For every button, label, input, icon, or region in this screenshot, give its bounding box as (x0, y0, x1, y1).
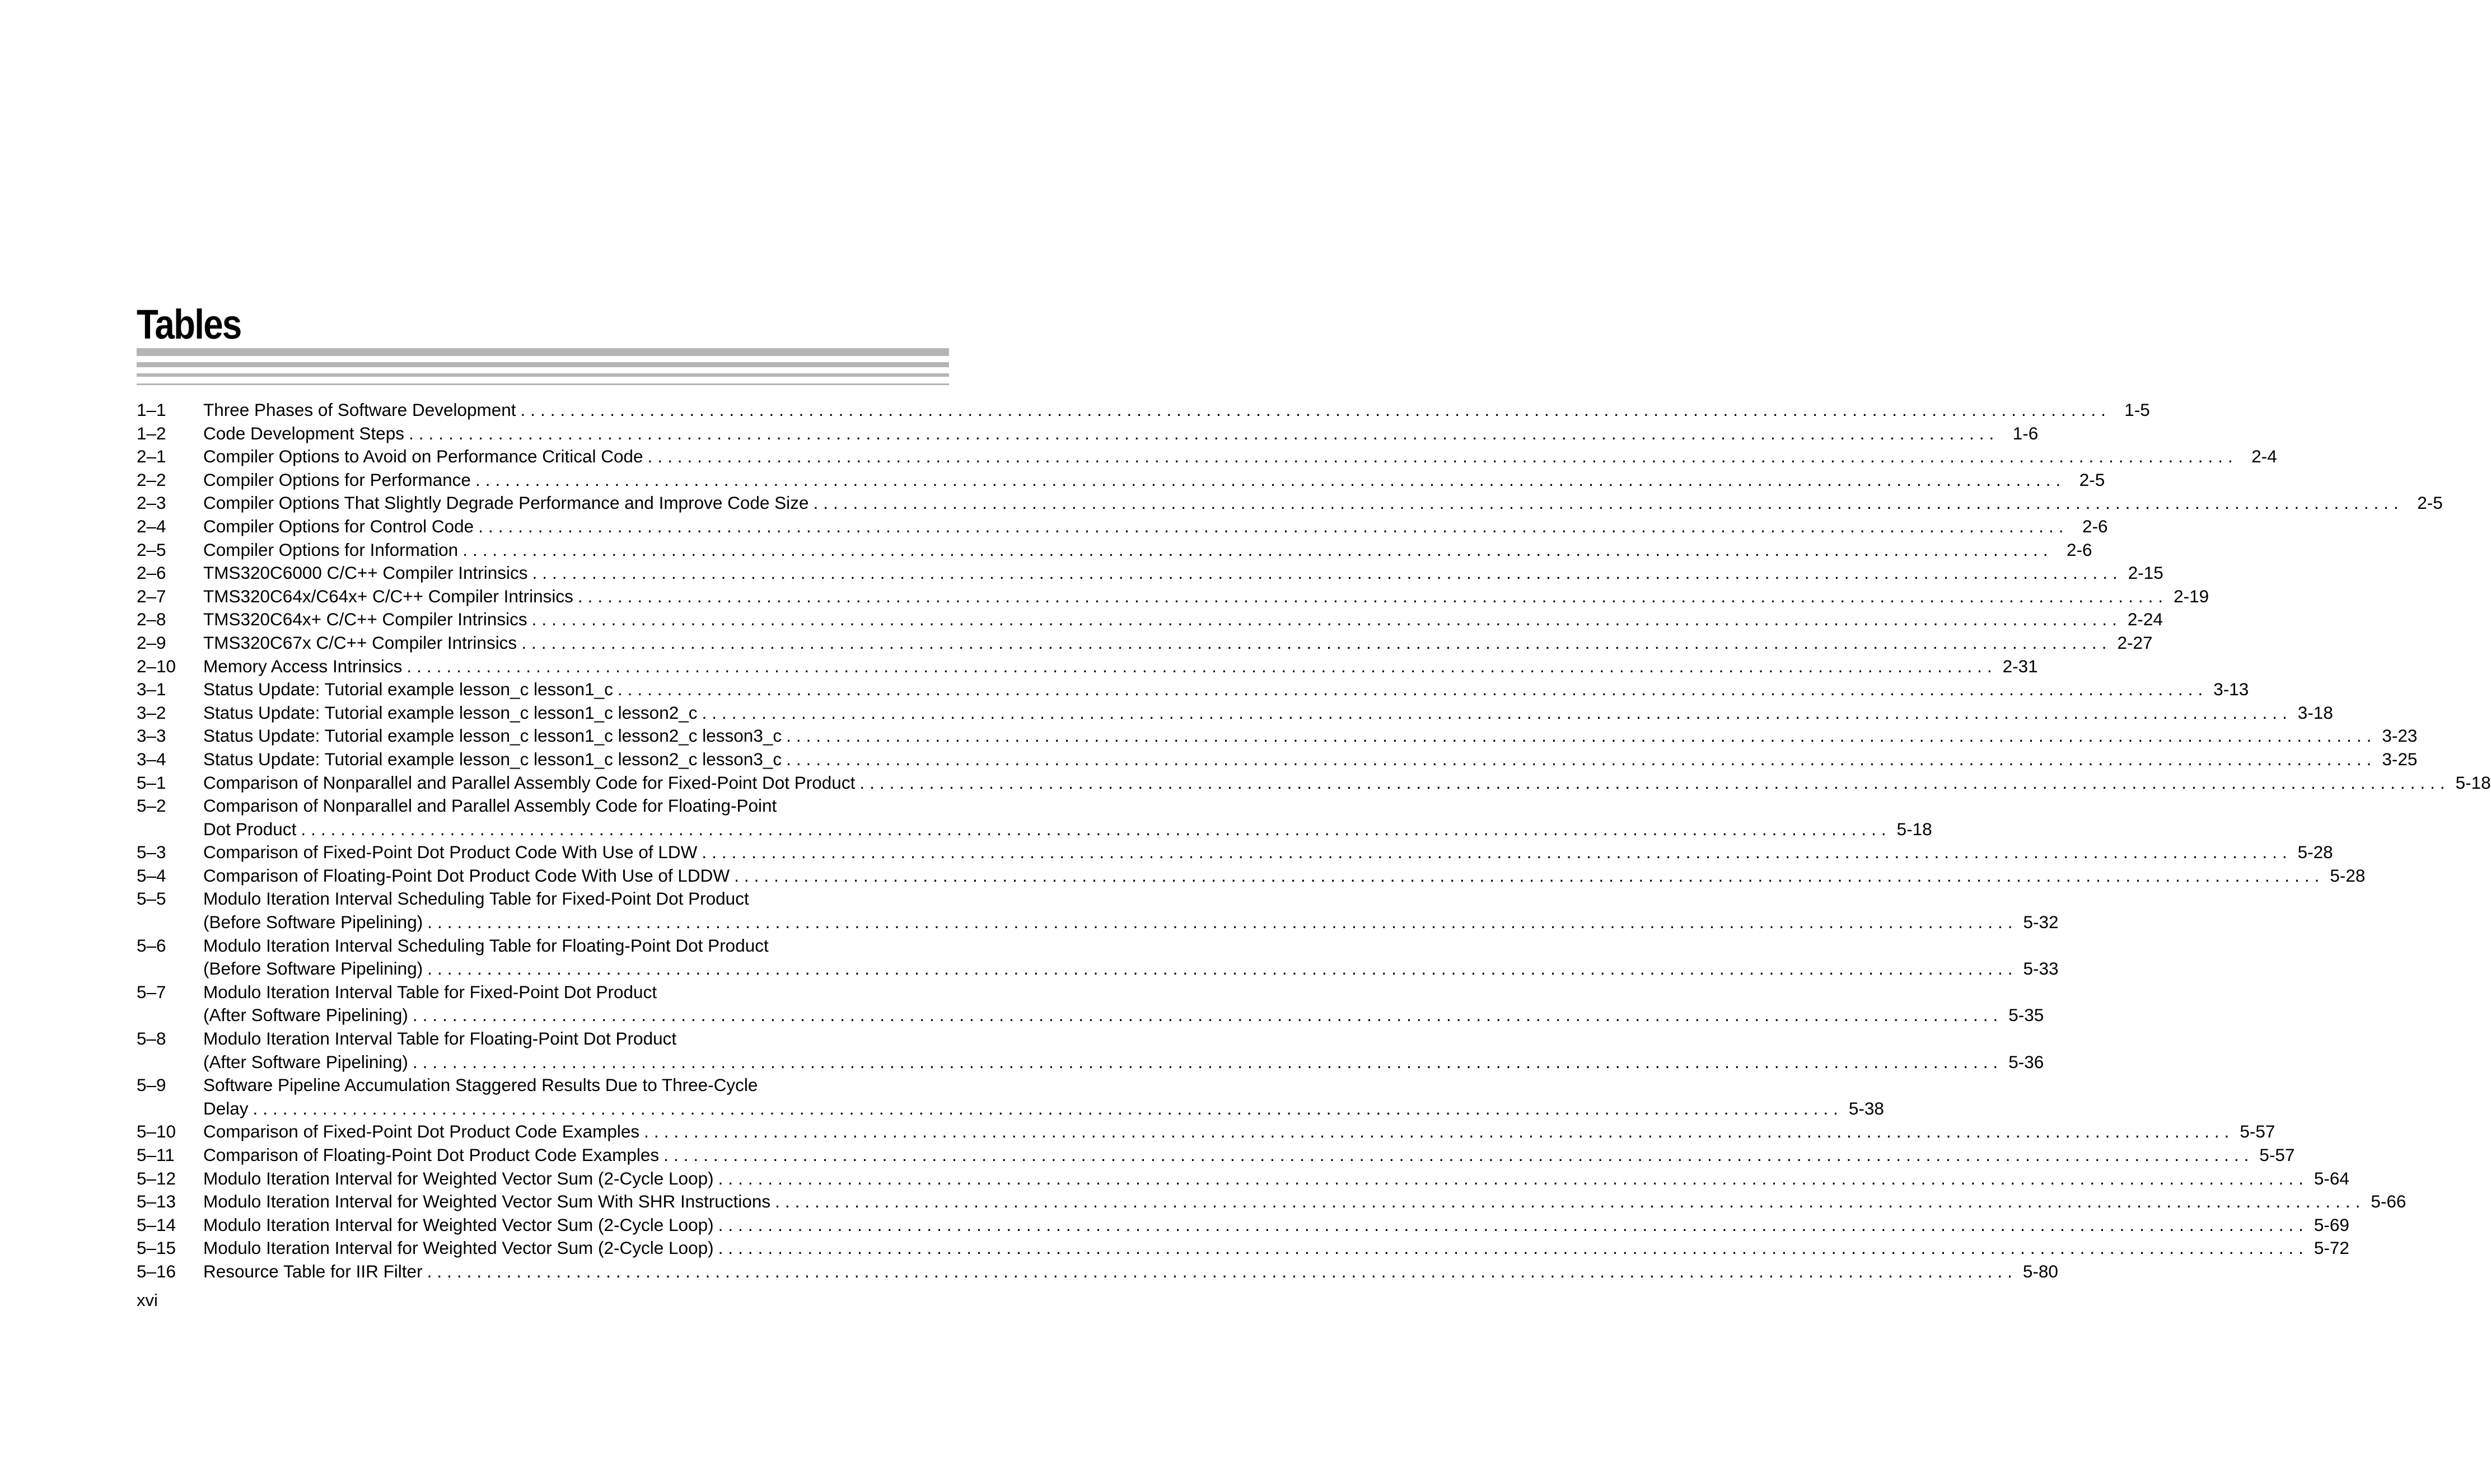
entry-body (203, 515, 2108, 539)
entry-body (203, 724, 2418, 748)
entry-body (203, 1074, 1884, 1120)
entry-page-number: 2-19 (2174, 586, 2209, 606)
entry-body (203, 655, 2038, 678)
entry-number: 5–8 (137, 1028, 166, 1049)
toc-entry[interactable] (137, 399, 2150, 422)
toc-entry[interactable] (137, 701, 2333, 725)
entry-final-line (203, 1004, 2044, 1027)
entry-body (203, 771, 2491, 795)
entry-number: 2–5 (137, 539, 166, 560)
toc-entry[interactable] (137, 771, 2491, 795)
toc-entry[interactable] (137, 794, 1932, 841)
toc-entry[interactable] (137, 748, 2418, 771)
toc-entry[interactable] (137, 934, 2059, 981)
entry-page-number: 5-28 (2297, 842, 2333, 863)
entry-number: 2–3 (137, 493, 166, 513)
entry-title: Modulo Iteration Interval for Weighted Vector Sum (2-Cycle Loop) (203, 1168, 714, 1188)
page-title: Tables (137, 301, 241, 348)
toc-entry[interactable] (137, 1027, 2044, 1074)
entry-final-line (203, 422, 2039, 446)
toc-entry[interactable] (137, 724, 2418, 748)
entry-page-number: 5-69 (2314, 1214, 2349, 1235)
entry-title: Comparison of Fixed-Point Dot Product Code Examples (203, 1121, 640, 1142)
entry-final-line (203, 655, 2038, 678)
dot-leader: ................................................................................................................................................................ (412, 1005, 2003, 1026)
entry-title: (After Software Pipelining) (203, 1005, 408, 1026)
entry-body (203, 794, 1932, 841)
entry-body (203, 608, 2163, 631)
entry-final-line (203, 748, 2418, 771)
entry-title: (Before Software Pipelining) (203, 912, 423, 933)
entry-number: 5–1 (137, 772, 166, 793)
dot-leader: ................................................................................................................................................................ (475, 469, 2066, 490)
entry-number: 5–16 (137, 1261, 176, 1281)
entry-body (203, 585, 2209, 608)
entry-page-number: 5-32 (2023, 912, 2059, 933)
entry-page-number: 5-66 (2371, 1191, 2406, 1212)
entry-final-line (203, 911, 2059, 934)
entry-number: 5–10 (137, 1121, 176, 1142)
entry-title: Compiler Options for Information (203, 539, 459, 560)
entry-title: (Before Software Pipelining) (203, 958, 423, 979)
toc-entry[interactable] (137, 1237, 2349, 1260)
entry-final-line (203, 491, 2443, 515)
entry-title: Compiler Options for Control Code (203, 516, 474, 536)
toc-entry[interactable] (137, 1120, 2275, 1144)
toc-entry[interactable] (137, 1144, 2295, 1167)
entry-title: Compiler Options for Performance (203, 469, 471, 490)
entry-number: 5–3 (137, 842, 166, 863)
title-rule-group (137, 348, 949, 387)
entry-page-number: 5-33 (2023, 958, 2059, 979)
entry-final-line (203, 841, 2333, 864)
entry-final-line (203, 469, 2105, 492)
dot-leader: ................................................................................................................................................................ (406, 656, 1997, 676)
entry-final-line (203, 631, 2153, 655)
entry-page-number: 2-6 (2066, 539, 2092, 560)
entry-page-number: 2-4 (2251, 446, 2277, 467)
entry-body (203, 864, 2366, 888)
toc-entry[interactable] (137, 864, 2366, 888)
entry-title: Compiler Options That Slightly Degrade Performance and Improve Code Size (203, 493, 809, 513)
entry-final-line (203, 818, 1932, 841)
toc-entry[interactable] (137, 422, 2039, 446)
entry-final-line (203, 515, 2108, 539)
toc-entry[interactable] (137, 981, 2044, 1027)
entry-page-number: 1-5 (2124, 400, 2150, 420)
entry-final-line (203, 1097, 1884, 1121)
entry-page-number: 3-25 (2382, 748, 2418, 769)
entry-body (203, 469, 2105, 492)
toc-entry[interactable] (137, 608, 2163, 631)
dot-leader: ................................................................................................................................................................ (531, 609, 2122, 630)
entry-body (203, 1260, 2058, 1284)
entry-body (203, 841, 2333, 864)
heading-rule (137, 383, 949, 385)
entry-title: Resource Table for IIR Filter (203, 1261, 423, 1281)
entry-title-line: Software Pipeline Accumulation Staggered Results Due to Three-Cycle (203, 1075, 758, 1096)
entry-number: 3–4 (137, 748, 166, 769)
entry-final-line (203, 771, 2491, 795)
entry-number: 5–7 (137, 981, 166, 1002)
toc-entry[interactable] (137, 1167, 2349, 1191)
entry-final-line (203, 399, 2150, 422)
dot-leader: ................................................................................................................................................................ (520, 400, 2111, 420)
entry-title: TMS320C6000 C/C++ Compiler Intrinsics (203, 563, 528, 583)
dot-leader: ................................................................................................................................................................ (617, 679, 2208, 700)
dot-leader: ................................................................................................................................................................ (577, 586, 2168, 606)
entry-number: 5–4 (137, 865, 166, 886)
entry-final-line (203, 1190, 2406, 1214)
toc-entry[interactable] (137, 491, 2443, 515)
entry-title: Comparison of Floating-Point Dot Product Code Examples (203, 1145, 660, 1165)
dot-leader: ................................................................................................................................................................ (734, 865, 2325, 886)
toc-entry[interactable] (137, 631, 2153, 655)
toc-entry[interactable] (137, 539, 2092, 562)
heading-rule (137, 362, 949, 367)
entry-number: 1–2 (137, 423, 166, 443)
entry-final-line (203, 561, 2163, 585)
toc-entry[interactable] (137, 1214, 2349, 1237)
entry-final-line (203, 1051, 2044, 1074)
toc-entry[interactable] (137, 515, 2108, 539)
entry-page-number: 5-57 (2259, 1145, 2295, 1165)
entry-page-number: 1-6 (2012, 423, 2039, 443)
entry-title: Comparison of Nonparallel and Parallel Assembly Code for Fixed-Point Dot Product (203, 772, 856, 793)
entry-title: Status Update: Tutorial example lesson_c lesson1_c (203, 679, 613, 700)
dot-leader: ................................................................................................................................................................ (427, 958, 2018, 979)
entry-title: Compiler Options to Avoid on Performance Critical Code (203, 446, 643, 467)
entry-title: (After Software Pipelining) (203, 1051, 408, 1072)
entry-body (203, 678, 2249, 701)
entry-body (203, 539, 2092, 562)
entry-number: 2–2 (137, 469, 166, 490)
dot-leader: ................................................................................................................................................................ (462, 539, 2053, 560)
entry-final-line (203, 608, 2163, 631)
dot-leader: ................................................................................................................................................................ (786, 748, 2377, 769)
entry-final-line (203, 1144, 2295, 1167)
entry-title: Code Development Steps (203, 423, 404, 443)
dot-leader: ................................................................................................................................................................ (644, 1121, 2235, 1142)
entry-number: 5–11 (137, 1145, 175, 1165)
entry-final-line (203, 445, 2277, 469)
entry-final-line (203, 957, 2059, 981)
dot-leader: ................................................................................................................................................................ (718, 1214, 2308, 1235)
dot-leader: ................................................................................................................................................................ (253, 1098, 1843, 1118)
dot-leader: ................................................................................................................................................................ (647, 446, 2238, 467)
entry-page-number: 2-15 (2128, 563, 2163, 583)
entry-page-number: 3-13 (2213, 679, 2249, 700)
toc-entry[interactable] (137, 887, 2059, 934)
entry-final-line (203, 1237, 2349, 1260)
entry-title: Status Update: Tutorial example lesson_c lesson1_c lesson2_c lesson3_c (203, 748, 782, 769)
entry-body (203, 399, 2150, 422)
heading-rule (137, 373, 949, 377)
entry-body (203, 491, 2443, 515)
entry-number: 2–8 (137, 609, 166, 630)
entry-title: TMS320C67x C/C++ Compiler Intrinsics (203, 632, 517, 653)
entry-page-number: 2-6 (2082, 516, 2108, 536)
entry-final-line (203, 864, 2366, 888)
entry-body (203, 1120, 2275, 1144)
entry-body (203, 981, 2044, 1027)
toc-entry[interactable] (137, 445, 2277, 469)
dot-leader: ................................................................................................................................................................ (427, 1261, 2017, 1281)
dot-leader: ................................................................................................................................................................ (478, 516, 2069, 536)
dot-leader: ................................................................................................................................................................ (663, 1145, 2254, 1165)
entry-body (203, 1144, 2295, 1167)
toc-entry[interactable] (137, 678, 2249, 701)
toc-entry[interactable] (137, 561, 2163, 585)
entry-number: 2–1 (137, 446, 166, 467)
entry-title: Status Update: Tutorial example lesson_c lesson1_c lesson2_c lesson3_c (203, 725, 782, 746)
page-number-footer: xvi (137, 1290, 158, 1310)
entry-body (203, 631, 2153, 655)
entry-title: Modulo Iteration Interval for Weighted Vector Sum (2-Cycle Loop) (203, 1214, 714, 1235)
entry-page-number: 5-28 (2330, 865, 2366, 886)
entry-title: Modulo Iteration Interval for Weighted Vector Sum (2-Cycle Loop) (203, 1238, 714, 1258)
entry-final-line (203, 1120, 2275, 1144)
entry-title: Comparison of Fixed-Point Dot Product Code With Use of LDW (203, 842, 698, 863)
entry-number: 2–9 (137, 632, 166, 653)
dot-leader: ................................................................................................................................................................ (521, 632, 2112, 653)
toc-entry[interactable] (137, 1074, 1884, 1120)
dot-leader: ................................................................................................................................................................ (813, 493, 2404, 513)
dot-leader: ................................................................................................................................................................ (412, 1051, 2003, 1072)
entry-page-number: 3-18 (2297, 702, 2333, 723)
entry-final-line (203, 724, 2418, 748)
dot-leader: ................................................................................................................................................................ (702, 842, 2292, 863)
toc-entry[interactable] (137, 585, 2209, 608)
entry-final-line (203, 585, 2209, 608)
dot-leader: ................................................................................................................................................................ (786, 725, 2377, 746)
entry-page-number: 5-80 (2022, 1261, 2058, 1281)
entry-number: 3–1 (137, 679, 166, 700)
toc-entry[interactable] (137, 655, 2038, 678)
entry-number: 3–2 (137, 702, 166, 723)
entry-number: 2–10 (137, 656, 176, 676)
entry-final-line (203, 1167, 2349, 1191)
entry-number: 5–15 (137, 1238, 176, 1258)
entry-body (203, 1237, 2349, 1260)
dot-leader: ................................................................................................................................................................ (532, 563, 2123, 583)
entry-body (203, 1190, 2406, 1214)
table-list (137, 399, 2491, 1284)
toc-entry[interactable] (137, 841, 2333, 864)
entry-title: TMS320C64x+ C/C++ Compiler Intrinsics (203, 609, 527, 630)
entry-number: 5–12 (137, 1168, 176, 1188)
entry-number: 5–2 (137, 795, 166, 816)
entry-title: Status Update: Tutorial example lesson_c lesson1_c lesson2_c (203, 702, 698, 723)
entry-body (203, 1167, 2349, 1191)
dot-leader: ................................................................................................................................................................ (408, 423, 1999, 443)
entry-body (203, 445, 2277, 469)
dot-leader: ................................................................................................................................................................ (718, 1238, 2308, 1258)
toc-entry[interactable] (137, 1190, 2406, 1214)
entry-final-line (203, 1260, 2058, 1284)
entry-final-line (203, 678, 2249, 701)
entry-page-number: 5-36 (2008, 1051, 2044, 1072)
entry-page-number: 5-64 (2314, 1168, 2349, 1188)
dot-leader: ................................................................................................................................................................ (301, 818, 1891, 839)
entry-page-number: 2-24 (2127, 609, 2163, 630)
entry-number: 3–3 (137, 725, 166, 746)
entry-number: 5–14 (137, 1214, 176, 1235)
entry-page-number: 5-18 (1896, 818, 1932, 839)
entry-title: Memory Access Intrinsics (203, 656, 403, 676)
entry-title: Three Phases of Software Development (203, 400, 516, 420)
dot-leader: ................................................................................................................................................................ (702, 702, 2292, 723)
entry-body (203, 748, 2418, 771)
entry-page-number: 2-31 (2002, 656, 2038, 676)
dot-leader: ................................................................................................................................................................ (427, 912, 2018, 933)
entry-title-line: Modulo Iteration Interval Scheduling Table for Fixed-Point Dot Product (203, 888, 749, 909)
entry-body (203, 422, 2039, 446)
entry-number: 2–6 (137, 563, 166, 583)
entry-title: Comparison of Floating-Point Dot Product Code With Use of LDDW (203, 865, 730, 886)
entry-page-number: 5-38 (1848, 1098, 1884, 1118)
dot-leader: ................................................................................................................................................................ (718, 1168, 2308, 1188)
entry-page-number: 2-27 (2117, 632, 2153, 653)
entry-body (203, 701, 2333, 725)
entry-title: Modulo Iteration Interval for Weighted Vector Sum With SHR Instructions (203, 1191, 771, 1212)
entry-title-line: Comparison of Nonparallel and Parallel Assembly Code for Floating-Point (203, 795, 777, 816)
entry-final-line (203, 539, 2092, 562)
entry-number: 1–1 (137, 400, 166, 420)
entry-page-number: 2-5 (2079, 469, 2105, 490)
entry-number: 5–9 (137, 1075, 166, 1096)
entry-page-number: 5-18 (2455, 772, 2491, 793)
entry-page-number: 5-57 (2240, 1121, 2275, 1142)
entry-body (203, 934, 2059, 981)
entry-final-line (203, 1214, 2349, 1237)
entry-body (203, 1027, 2044, 1074)
entry-title-line: Modulo Iteration Interval Table for Floating-Point Dot Product (203, 1028, 677, 1049)
entry-page-number: 3-23 (2382, 725, 2418, 746)
entry-page-number: 2-5 (2417, 493, 2443, 513)
entry-number: 5–6 (137, 935, 166, 956)
heading-rule (137, 348, 949, 356)
entry-body (203, 1214, 2349, 1237)
entry-title-line: Modulo Iteration Interval Scheduling Table for Floating-Point Dot Product (203, 935, 769, 956)
toc-entry[interactable] (137, 1260, 2058, 1284)
entry-title: Delay (203, 1098, 249, 1118)
entry-body (203, 887, 2059, 934)
entry-title: TMS320C64x/C64x+ C/C++ Compiler Intrinsics (203, 586, 573, 606)
entry-page-number: 5-35 (2008, 1005, 2044, 1026)
entry-number: 5–13 (137, 1191, 176, 1212)
dot-leader: ................................................................................................................................................................ (859, 772, 2450, 793)
entry-number: 2–7 (137, 586, 166, 606)
toc-entry[interactable] (137, 469, 2105, 492)
dot-leader: ................................................................................................................................................................ (775, 1191, 2366, 1212)
entry-body (203, 561, 2163, 585)
entry-title: Dot Product (203, 818, 297, 839)
entry-number: 5–5 (137, 888, 166, 909)
entry-final-line (203, 701, 2333, 725)
entry-page-number: 5-72 (2314, 1238, 2349, 1258)
entry-title-line: Modulo Iteration Interval Table for Fixed-Point Dot Product (203, 981, 657, 1002)
entry-number: 2–4 (137, 516, 166, 536)
